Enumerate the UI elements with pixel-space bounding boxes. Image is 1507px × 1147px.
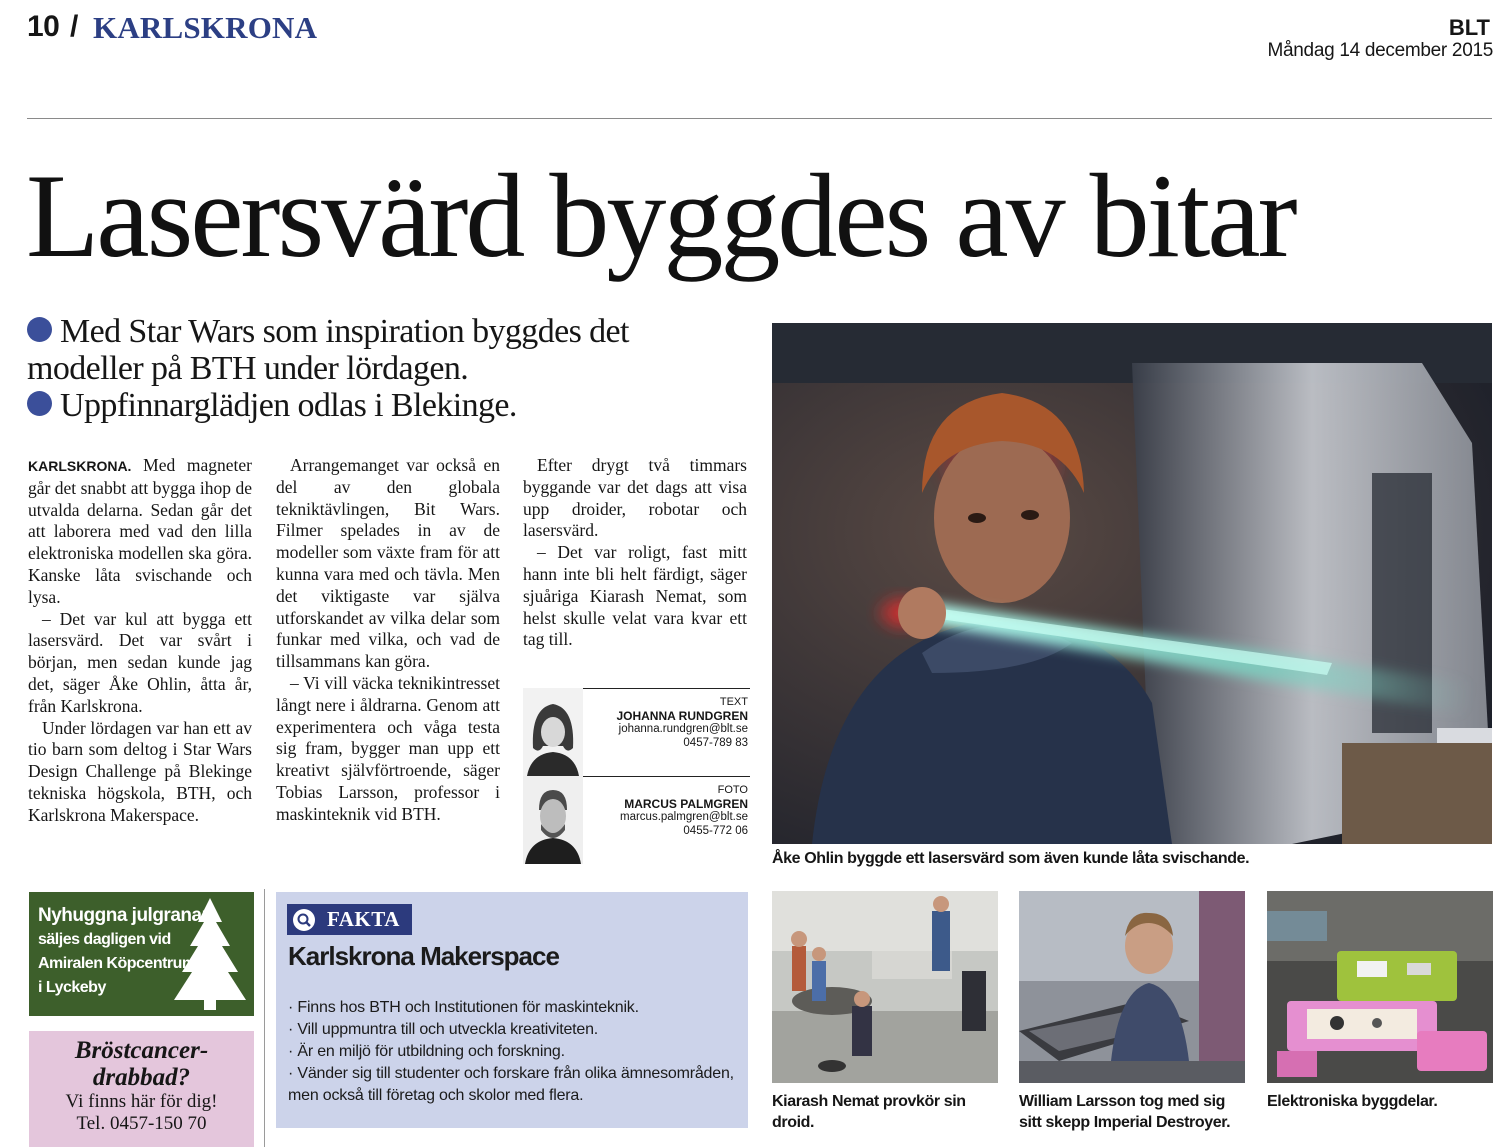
byline-name: JOHANNA RUNDGREN	[616, 708, 748, 723]
main-photo-caption: Åke Ohlin byggde ett lasersvärd som även kunde låta svischande.	[772, 850, 1250, 867]
article-paragraph: Arrangemanget var också en del av den globala tekniktävlingen, Bit Wars. Filmer spelades in av de modeller som växte fram för att kunna vara med och tävla. Men det viktigaste var själva utforskandet av vilka delar som funkar med vilka, och vad de tillsammans kan göra.	[276, 455, 500, 672]
header-rule	[27, 118, 1492, 119]
byline-phone: 0457-789 83	[683, 736, 748, 749]
ad-column-rule	[264, 889, 265, 1147]
bullet-icon	[27, 391, 52, 416]
dateline: KARLSKRONA.	[28, 458, 132, 474]
article-column-2	[276, 455, 500, 826]
byline-writer	[523, 688, 750, 776]
ingress-text: Med Star Wars som inspiration byggdes det modeller på BTH under lördagen.	[27, 313, 629, 387]
fakta-item: · Finns hos BTH och Institutionen för maskinteknik.	[288, 997, 738, 1019]
electronic-parts-image	[1267, 891, 1493, 1083]
page-slash: /	[70, 10, 79, 43]
boy-with-lightsaber-image	[772, 323, 1492, 844]
main-photo	[772, 323, 1492, 844]
fakta-item: · Vill uppmuntra till och utveckla kreativiteten.	[288, 1019, 738, 1041]
issue-date: Måndag 14 december 2015	[1267, 40, 1493, 61]
byline-role: FOTO	[717, 784, 748, 796]
fakta-label-text: FAKTA	[327, 907, 400, 931]
article-paragraph	[28, 455, 252, 609]
ad-title: Bröstcancer-	[74, 1037, 209, 1064]
boy-with-ship-image	[1019, 891, 1245, 1083]
ad-line: Vi finns här för dig!	[65, 1091, 218, 1112]
byline-rule	[583, 776, 750, 777]
ingress-point	[27, 313, 747, 387]
article-paragraph: – Det var roligt, fast mitt hann inte bli helt färdigt, säger sjuåriga Kiarash Nemat, som helst skulle velat vara kvar ett tag till.	[523, 542, 747, 650]
magnifier-icon	[292, 908, 316, 932]
ad-line: säljes dagligen vid	[38, 931, 171, 948]
headline: Lasersvärd byggdes av bitar	[26, 149, 1295, 282]
small-photo-caption: Elektroniska byggdelar.	[1267, 1093, 1438, 1110]
ad-title: drabbad?	[92, 1064, 191, 1091]
portrait-man-icon	[523, 776, 583, 864]
article-column-1	[28, 455, 252, 827]
fakta-item: · Är en miljö för utbildning och forskning.	[288, 1041, 738, 1063]
ingress-point	[27, 387, 747, 424]
byline-info	[616, 696, 748, 750]
byline-email[interactable]: marcus.palmgren@blt.se	[620, 811, 748, 823]
small-photo	[772, 891, 998, 1083]
byline-info	[620, 784, 748, 838]
article-column-3	[523, 455, 747, 651]
ad-line: i Lyckeby	[38, 979, 106, 996]
byline-portrait	[523, 776, 583, 864]
fakta-title: Karlskrona Makerspace	[288, 941, 559, 971]
small-photo	[1267, 891, 1493, 1083]
ad-line: Nyhuggna julgranar	[38, 905, 209, 926]
christmas-tree-ad-text	[38, 904, 208, 1000]
fakta-list	[288, 997, 738, 1107]
ingress-text: Uppfinnarglädjen odlas i Blekinge.	[60, 387, 517, 424]
ad-phone: Tel. 0457-150 70	[76, 1113, 207, 1134]
article-paragraph: – Det var kul att bygga ett lasersvärd. Det var svårt i början, men sedan kunde jag det, säger Åke Ohlin, åtta år, från Karlskrona.	[28, 608, 252, 716]
breast-cancer-ad[interactable]	[29, 1031, 254, 1147]
section-name: KARLSKRONA	[93, 10, 318, 45]
byline-name: MARCUS PALMGREN	[624, 796, 748, 811]
byline-portrait	[523, 688, 583, 776]
ingress	[27, 313, 747, 424]
byline-phone: 0455-772 06	[683, 824, 748, 837]
ad-line: Amiralen Köpcentrum	[38, 955, 196, 972]
fakta-item: · Vänder sig till studenter och forskare från olika ämnesområden, men också till företag och skolor med flera.	[288, 1063, 738, 1107]
christmas-tree-ad[interactable]	[29, 892, 254, 1016]
byline-photographer	[523, 776, 750, 864]
article-paragraph-text: Med magneter går det snabbt att bygga ihop de utvalda delarna. Sedan går det att laborera med vad den lilla elektroniska modellen ska göra. Kanske låta svischande och lysa.	[28, 455, 253, 607]
paper-name: BLT	[1448, 15, 1490, 40]
article-paragraph: Efter drygt två timmars byggande var det dags att visa upp droider, robotar och lasersvärd.	[523, 455, 747, 541]
bullet-icon	[27, 317, 52, 342]
fakta-box	[276, 892, 748, 1128]
article-paragraph: – Vi vill väcka teknikintresset långt nere i åldrarna. Genom att experimentera och våga testa sig fram, bygger man upp ett kreativt självförtroende, säger Tobias Larsson, professor i maskinteknik vid BTH.	[276, 672, 500, 824]
byline-role: TEXT	[719, 696, 748, 708]
fakta-label	[287, 904, 412, 935]
small-photo-caption: William Larsson tog med sig sitt skepp Imperial Destroyer.	[1019, 1093, 1231, 1131]
byline-email[interactable]: johanna.rundgren@blt.se	[618, 723, 748, 735]
byline-rule	[583, 688, 750, 689]
small-photo	[1019, 891, 1245, 1083]
page-number: 10	[27, 10, 60, 43]
portrait-woman-icon	[523, 688, 583, 776]
small-photo-caption: Kiarash Nemat provkör sin droid.	[772, 1093, 966, 1131]
article-paragraph: Under lördagen var han ett av tio barn som deltog i Star Wars Design Challenge på Blekinge tekniska högskola, BTH, och Karlskrona Makerspace.	[28, 717, 252, 825]
workshop-room-image	[772, 891, 998, 1083]
